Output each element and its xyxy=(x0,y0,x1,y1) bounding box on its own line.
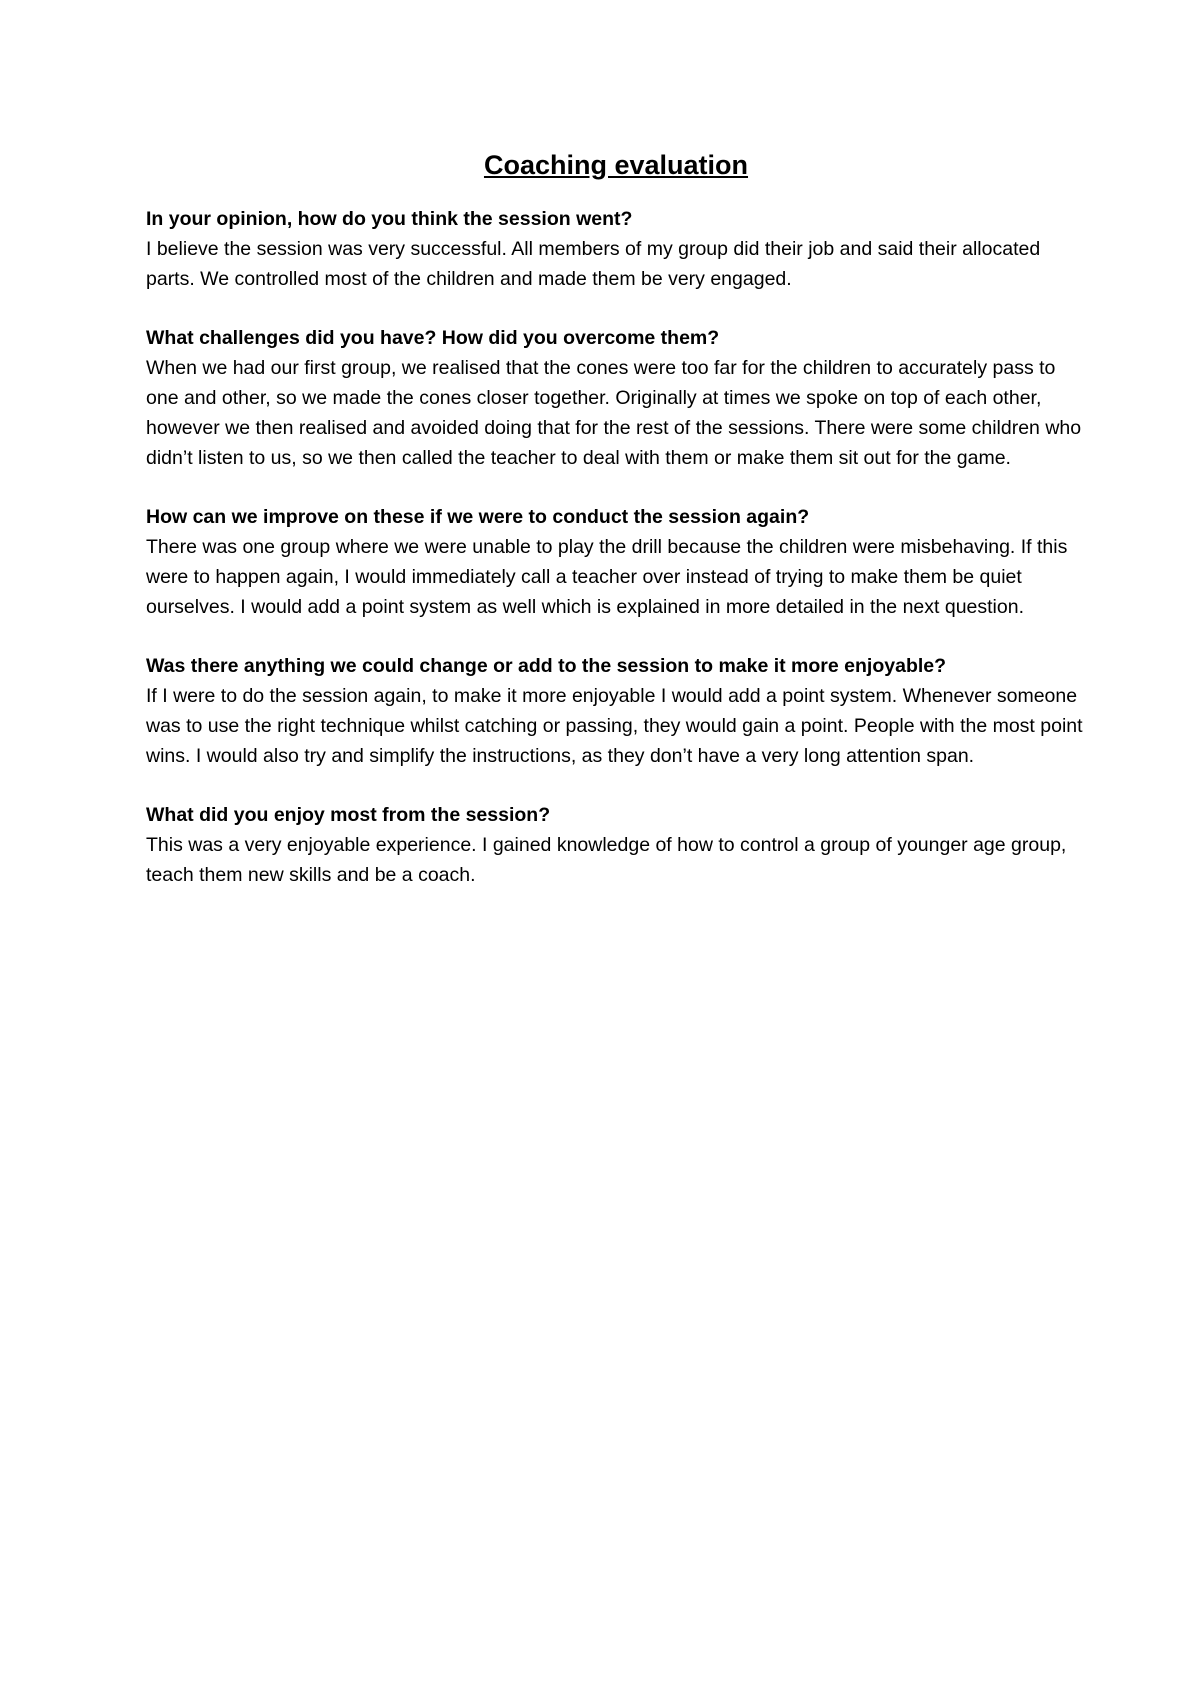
question-text: Was there anything we could change or add to the session to make it more enjoyable? xyxy=(146,655,947,677)
document-body xyxy=(146,148,1086,919)
section-enjoyed-most xyxy=(146,800,1086,890)
section-challenges xyxy=(146,323,1086,473)
answer-text: If I were to do the session again, to make it more enjoyable I would add a point system. Whenever someone was to use the right technique whilst catching or passing, they would gain a point. People with the most point wins. I would also try and simplify the instructions, as they don’t have a very long attention span. xyxy=(146,685,1083,767)
question-text: What challenges did you have? How did you overcome them? xyxy=(146,327,720,349)
answer-text: This was a very enjoyable experience. I gained knowledge of how to control a group of younger age group, teach them new skills and be a coach. xyxy=(146,834,1067,886)
section-enjoyment-changes xyxy=(146,651,1086,771)
question-text: What did you enjoy most from the session? xyxy=(146,804,551,826)
answer-text: When we had our first group, we realised that the cones were too far for the children to accurately pass to one and other, so we made the cones closer together. Originally at times we spoke on top of each other, however we then realised and avoided doing that for the rest of the sessions. There were some children who didn’t listen to us, so we then called the teacher to deal with them or make them sit out for the game. xyxy=(146,357,1082,469)
document-title: Coaching evaluation xyxy=(483,150,749,180)
section-session-opinion xyxy=(146,204,1086,294)
question-text: How can we improve on these if we were to conduct the session again? xyxy=(146,506,810,528)
question-text: In your opinion, how do you think the session went? xyxy=(146,208,633,230)
answer-text: I believe the session was very successful. All members of my group did their job and said their allocated parts. We controlled most of the children and made them be very engaged. xyxy=(146,238,1041,290)
section-improvements xyxy=(146,502,1086,622)
answer-text: There was one group where we were unable to play the drill because the children were misbehaving. If this were to happen again, I would immediately call a teacher over instead of trying to make them be quiet ourselves. I would add a point system as well which is explained in more detailed in the next question. xyxy=(146,536,1068,618)
